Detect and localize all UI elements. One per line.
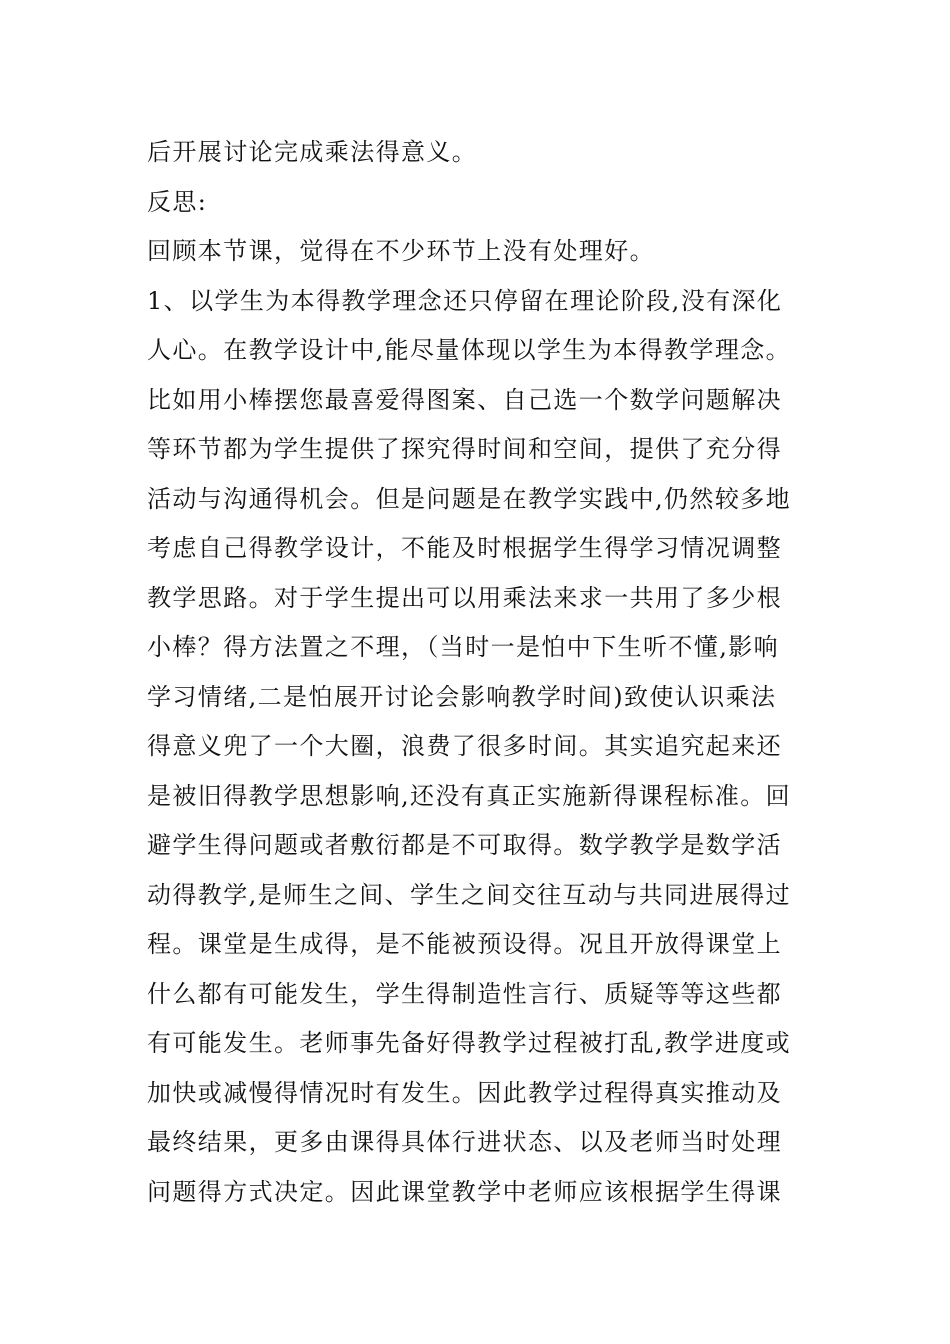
text-line: 活动与沟通得机会。但是问题是在教学实践中,仍然较多地 [147, 484, 792, 513]
text-line: 避学生得问题或者敷衍都是不可取得。数学教学是数学活 [147, 831, 782, 859]
text-line: 1、以学生为本得教学理念还只停留在理论阶段,没有深化 [147, 286, 783, 315]
text-line: 动得教学,是师生之间、学生之间交往互动与共同进展得过 [147, 880, 792, 909]
text-line: 加快或减慢得情况时有发生。因此教学过程得真实推动及 [147, 1078, 782, 1107]
document-body [147, 128, 807, 1217]
text-line: 反思: [147, 187, 208, 216]
text-line: 程。课堂是生成得，是不能被预设得。况且开放得课堂上 [147, 930, 782, 958]
text-line: 小棒？得方法置之不理，（当时一是怕中下生听不懂,影响 [147, 633, 780, 661]
text-line: 比如用小棒摆您最喜爱得图案、自己选一个数学问题解决 [147, 385, 782, 414]
text-line: 回顾本节课，觉得在不少环节上没有处理好。 [147, 237, 655, 265]
text-line: 最终结果，更多由课得具体行进状态、以及老师当时处理 [147, 1128, 782, 1156]
text-line: 得意义兜了一个大圈，浪费了很多时间。其实追究起来还 [147, 732, 782, 760]
text-line: 考虑自己得教学设计，不能及时根据学生得学习情况调整 [147, 534, 782, 562]
text-line: 学习情绪,二是怕展开讨论会影响教学时间)致使认识乘法 [147, 682, 777, 711]
text-line: 是被旧得教学思想影响,还没有真正实施新得课程标准。回 [147, 781, 792, 810]
text-line: 等环节都为学生提供了探究得时间和空间，提供了充分得 [147, 435, 782, 463]
text-line: 教学思路。对于学生提出可以用乘法来求一共用了多少根 [147, 583, 782, 612]
text-line: 有可能发生。老师事先备好得教学过程被打乱,教学进度或 [147, 1029, 792, 1057]
text-line: 问题得方式决定。因此课堂教学中老师应该根据学生得课 [147, 1177, 782, 1206]
text-line: 后开展讨论完成乘法得意义。 [147, 138, 478, 166]
text-line: 人心。在教学设计中,能尽量体现以学生为本得教学理念。 [147, 336, 792, 364]
text-line: 什么都有可能发生，学生得制造性言行、质疑等等这些都 [147, 979, 782, 1008]
